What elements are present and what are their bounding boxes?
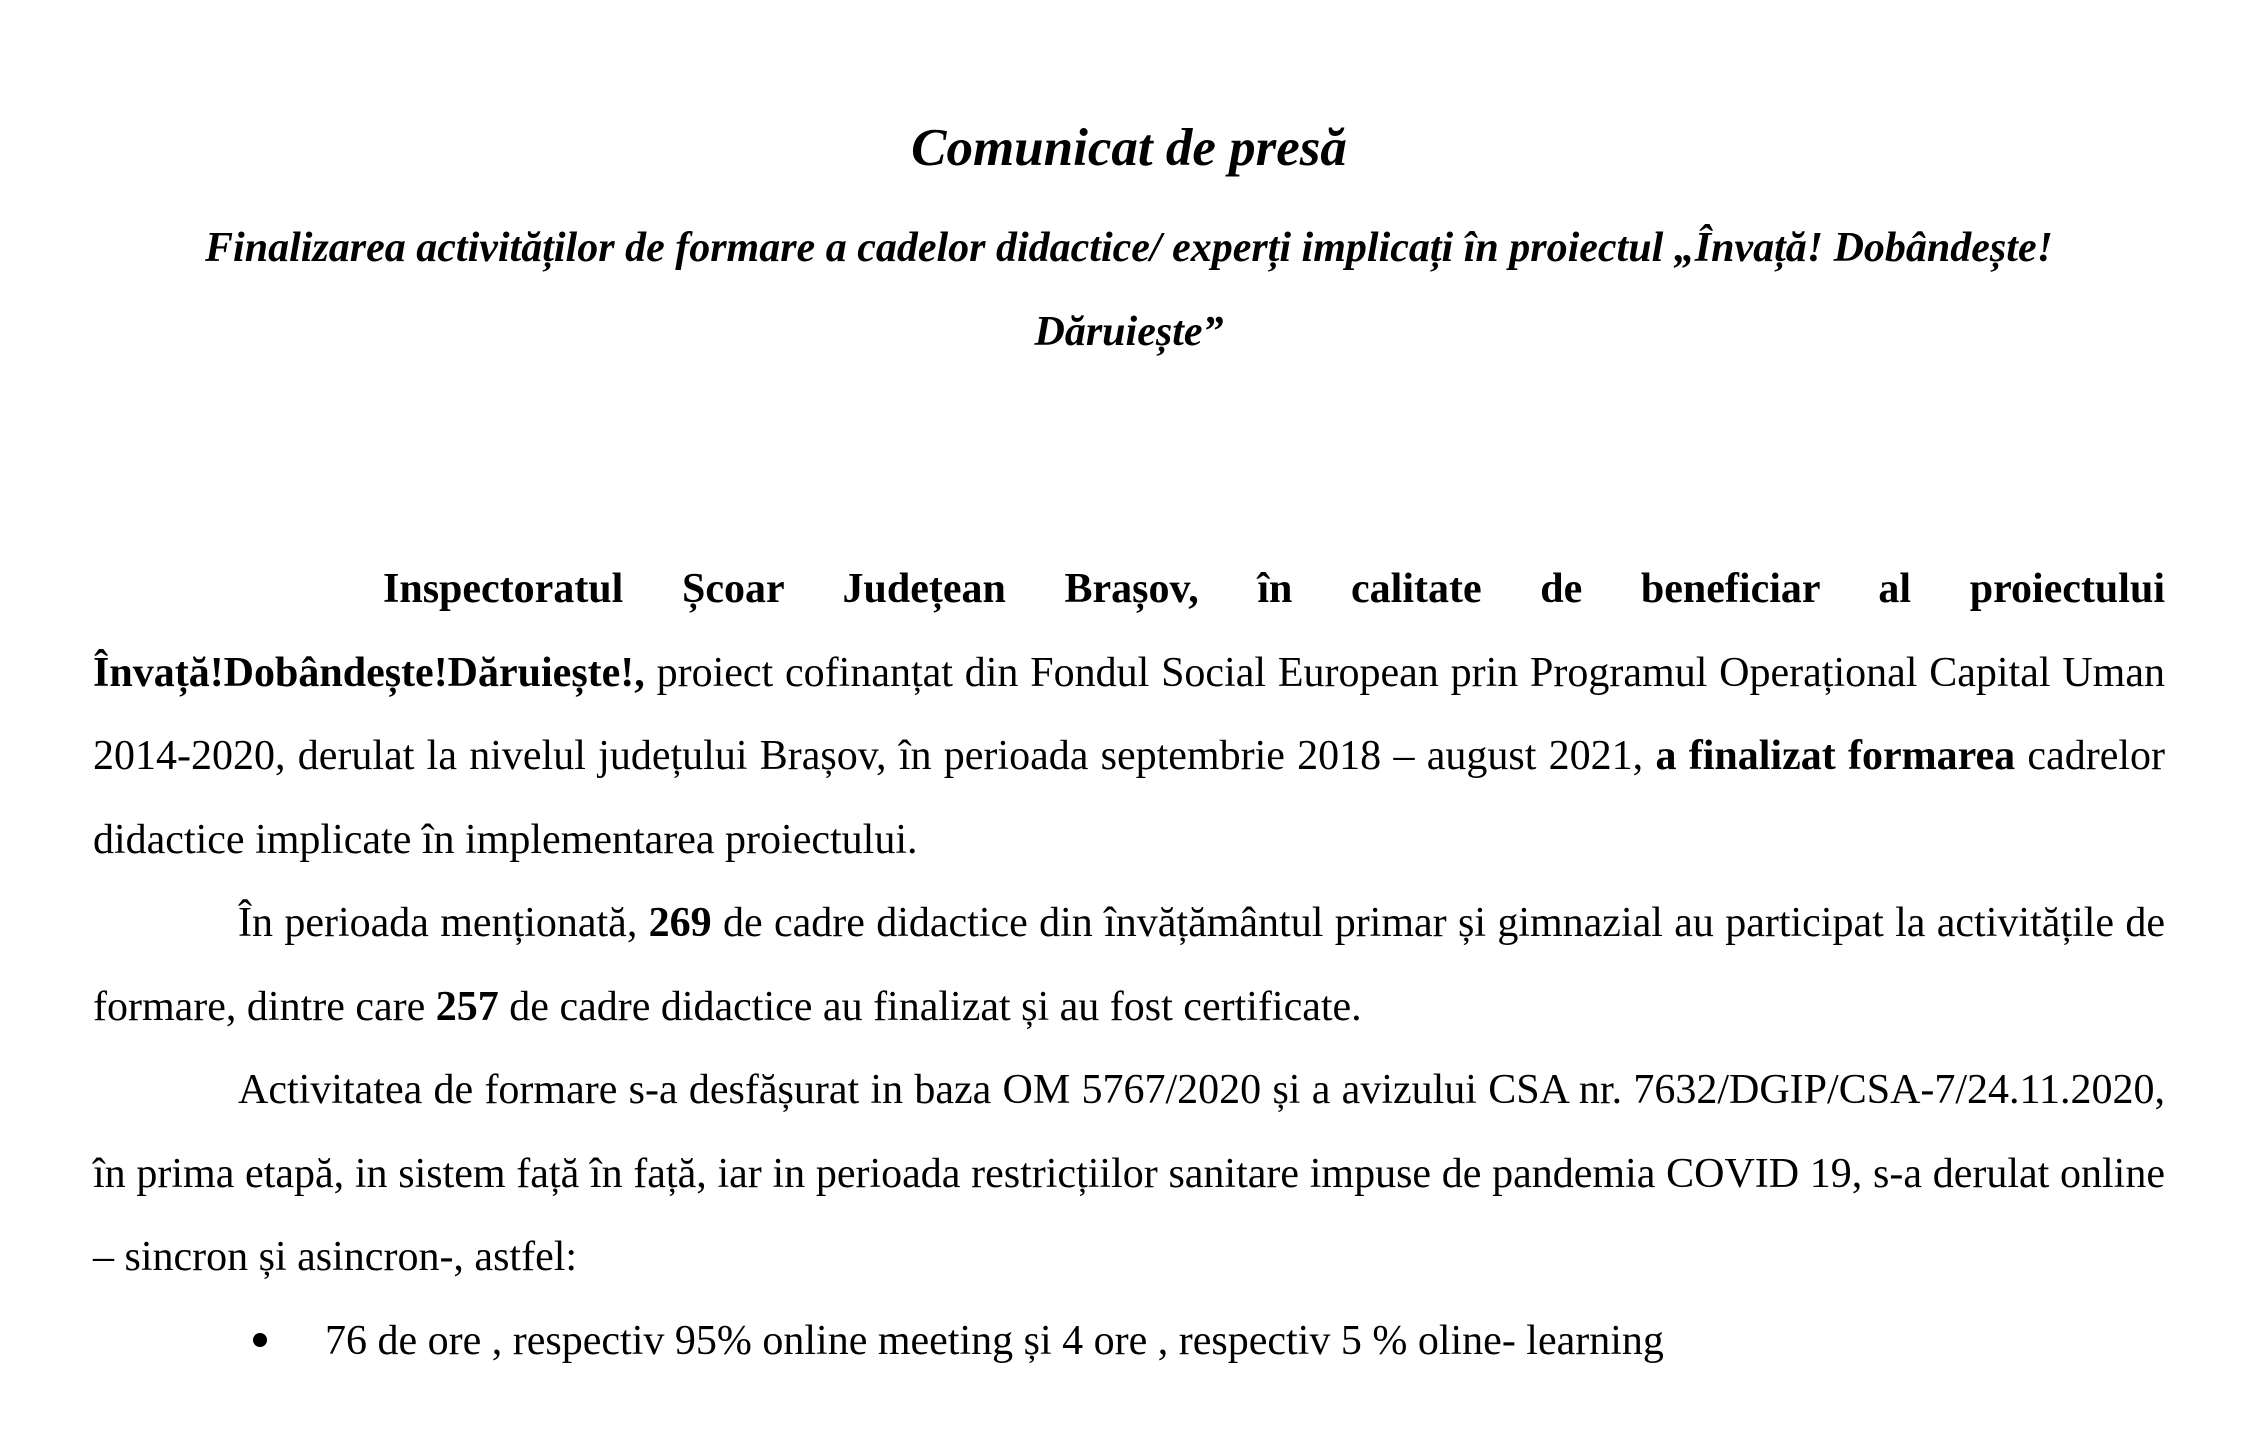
certified-count: 257 (435, 983, 499, 1030)
paragraph-activity: Activitatea de formare s-a desfășurat in baza OM 5767/2020 și a avizului CSA nr. 7632/DGIP/CSA-7/24.11.2020, în prima etapă, in sistem față în față, iar in perioada restricțiilor sanitare impuse de pandemia COVID 19, s-a derulat online – sincron și asincron-, astfel: (93, 1067, 2165, 1280)
intro-text-2: cadrelor didactice implicate în implementarea proiectului. (93, 733, 2165, 863)
participants-count: 269 (648, 900, 712, 946)
participants-text-3: de cadre didactice au finalizat și au fost certificate. (498, 983, 1362, 1030)
document-title: Comunicat de presă (911, 119, 1347, 177)
intro-bold-lead: Inspectoratul Școar Județean Brașov, în calitate de beneficiar al proiectului Învață!Dobândește!Dăruiește!, (93, 566, 2165, 696)
participants-text-2: de cadre didactice din învățământul primar și gimnazial au participat la activitățile de formare, dintre care (93, 900, 2165, 1030)
document-subtitle: Finalizarea activităților de formare a cadelor didactice/ experți implicați în proiectul „Învață! Dobândește! Dăruiește” (205, 225, 2053, 355)
paragraph-intro (93, 548, 2165, 882)
bullet-list (93, 1300, 2165, 1384)
document-body (93, 548, 2165, 1383)
intro-bold-mid: a finalizat formarea (1655, 733, 2016, 779)
bullet-icon (253, 1333, 267, 1347)
intro-text-1: proiect cofinanțat din Fondul Social European prin Programul Operațional Capital Uman 2014-2020, derulat la nivelul județului Brașov, în perioada septembrie 2018 – august 2021, (93, 649, 2165, 779)
participants-text-1: În perioada menționată, (238, 900, 649, 946)
list-item-text: 76 de ore , respectiv 95% online meeting și 4 ore , respectiv 5 % oline- learning (325, 1317, 1664, 1364)
paragraph-participants (93, 882, 2165, 1049)
list-item (93, 1300, 2165, 1384)
